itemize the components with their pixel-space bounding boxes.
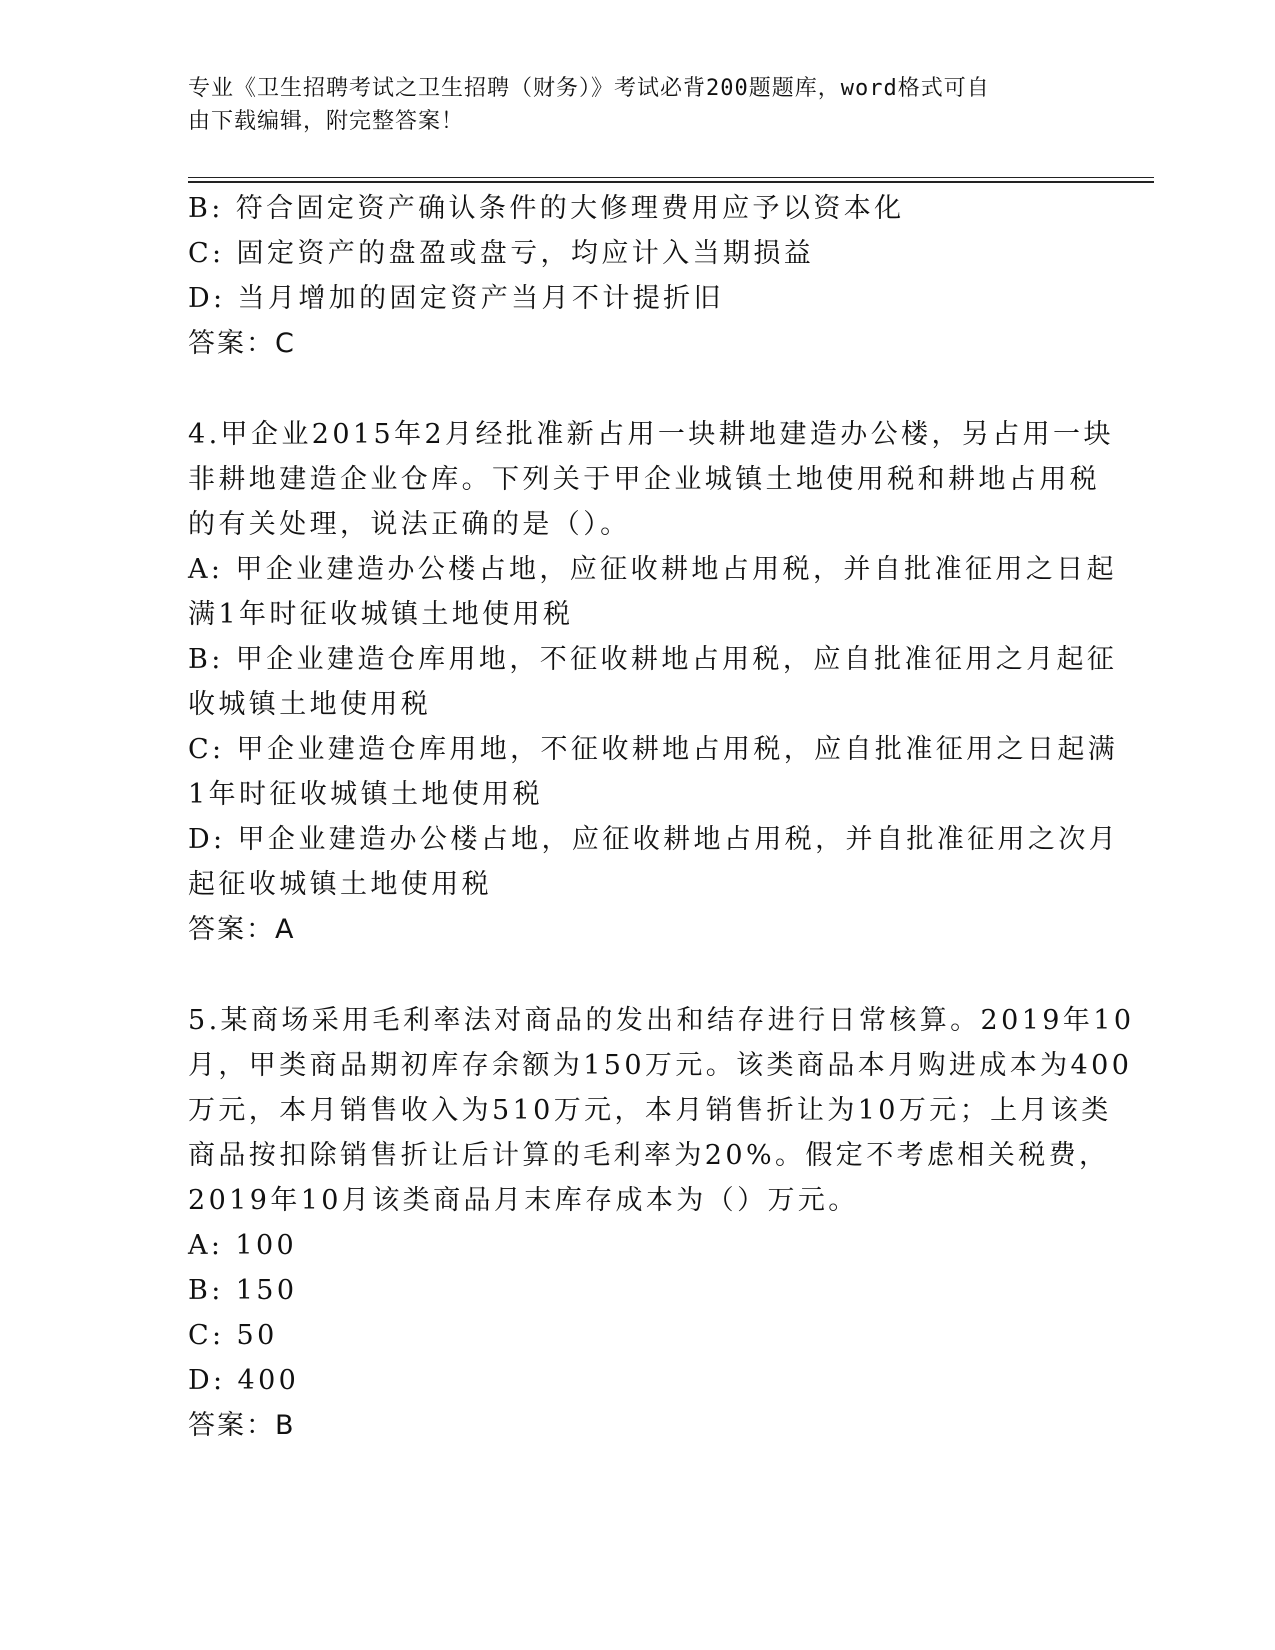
q5-option-b: B: 150 bbox=[188, 1275, 298, 1306]
q4-option-c-line-2: 1年时征收城镇土地使用税 bbox=[188, 779, 543, 810]
document-header bbox=[188, 72, 1088, 138]
q5-stem-line-3: 万元，本月销售收入为510万元，本月销售折让为10万元；上月该类 bbox=[188, 1095, 1112, 1126]
q4-option-c-line-1: C: 甲企业建造仓库用地，不征收耕地占用税，应自批准征用之日起满 bbox=[188, 734, 1119, 765]
q4-option-d-line-2: 起征收城镇土地使用税 bbox=[188, 869, 492, 900]
q5-stem-line-5: 2019年10月该类商品月末库存成本为（）万元。 bbox=[188, 1185, 859, 1216]
q5-option-d: D: 400 bbox=[188, 1365, 300, 1396]
header-line-2: 由下载编辑，附完整答案！ bbox=[188, 109, 465, 134]
q5-answer: 答案：B bbox=[188, 1410, 296, 1441]
q4-option-b-line-2: 收城镇土地使用税 bbox=[188, 689, 432, 720]
q4-answer: 答案：A bbox=[188, 914, 296, 945]
q4-option-b-line-1: B: 甲企业建造仓库用地，不征收耕地占用税，应自批准征用之月起征 bbox=[188, 644, 1118, 675]
q3-option-c: C: 固定资产的盘盈或盘亏，均应计入当期损益 bbox=[188, 238, 815, 269]
q5-option-a: A: 100 bbox=[188, 1230, 298, 1261]
q3-answer: 答案：C bbox=[188, 328, 296, 359]
q3-option-d: D: 当月增加的固定资产当月不计提折旧 bbox=[188, 283, 724, 314]
q5-stem-line-1: 5.某商场采用毛利率法对商品的发出和结存进行日常核算。2019年10 bbox=[188, 1005, 1135, 1036]
q5-option-c: C: 50 bbox=[188, 1320, 278, 1351]
q5-stem-line-4: 商品按扣除销售折让后计算的毛利率为20%。假定不考虑相关税费， bbox=[188, 1140, 1110, 1171]
q4-stem-line-3: 的有关处理，说法正确的是（）。 bbox=[188, 509, 631, 540]
q4-option-a-line-1: A: 甲企业建造办公楼占地，应征收耕地占用税，并自批准征用之日起 bbox=[188, 554, 1117, 585]
q3-option-b: B: 符合固定资产确认条件的大修理费用应予以资本化 bbox=[188, 193, 905, 224]
q4-option-a-line-2: 满1年时征收城镇土地使用税 bbox=[188, 599, 574, 630]
header-divider bbox=[188, 177, 1154, 183]
q4-option-d-line-1: D: 甲企业建造办公楼占地，应征收耕地占用税，并自批准征用之次月 bbox=[188, 824, 1120, 855]
header-line-1: 专业《卫生招聘考试之卫生招聘（财务）》考试必背200题题库，word格式可自 bbox=[188, 76, 990, 101]
q4-stem-line-2: 非耕地建造企业仓库。下列关于甲企业城镇土地使用税和耕地占用税 bbox=[188, 464, 1100, 495]
q5-stem-line-2: 月，甲类商品期初库存余额为150万元。该类商品本月购进成本为400 bbox=[188, 1050, 1133, 1081]
q4-stem-line-1: 4.甲企业2015年2月经批准新占用一块耕地建造办公楼，另占用一块 bbox=[188, 419, 1114, 450]
